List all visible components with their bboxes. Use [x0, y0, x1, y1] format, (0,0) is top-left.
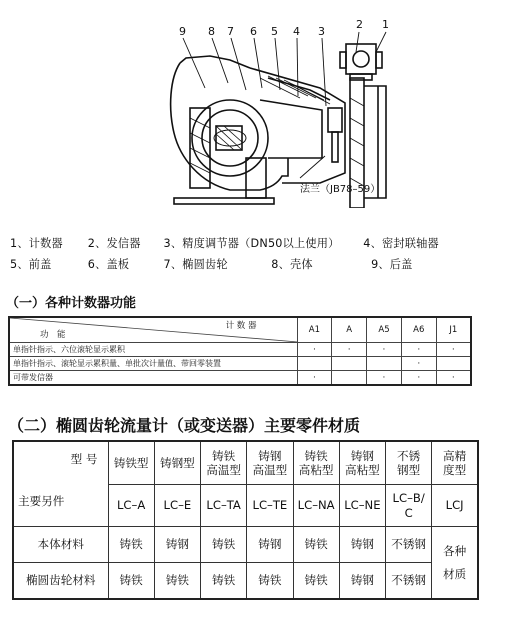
- header-function-label: 功 能: [40, 330, 66, 340]
- material-cell: 铸铁: [293, 527, 339, 563]
- material-cell: 铸铁: [108, 527, 154, 563]
- legend-item: 6、盖板: [87, 258, 130, 271]
- column-header: A6: [401, 317, 436, 343]
- model-cell: LC–TE: [247, 485, 293, 527]
- callout-2: 2: [356, 18, 363, 31]
- legend-item: 8、壳体: [271, 258, 313, 271]
- table-row: [9, 357, 471, 371]
- corner-type-label: 型 号: [70, 452, 98, 466]
- table-row: [9, 343, 471, 357]
- column-header: A5: [367, 317, 402, 343]
- gear-material-row: [13, 563, 478, 600]
- merged-material-cell: 各种 材质: [432, 527, 478, 600]
- mark-cell: ·: [436, 371, 471, 386]
- mark-cell: ·: [367, 371, 402, 386]
- legend-item: 1、计数器: [10, 237, 63, 250]
- material-cell: 铸钢: [247, 527, 293, 563]
- mark-cell: ·: [401, 343, 436, 357]
- column-header: A1: [297, 317, 332, 343]
- mark-cell: [436, 357, 471, 371]
- type-cell: 铸铁 高粘型: [293, 441, 339, 485]
- model-cell: LC–B/ C: [386, 485, 432, 527]
- mark-cell: [297, 357, 332, 371]
- mark-cell: ·: [332, 343, 367, 357]
- legend-item: 5、前盖: [10, 258, 52, 271]
- row-label: 单指针指示、滚轮显示累积量、单批次计量值、带回零装置: [9, 357, 297, 371]
- section2-title: （二）椭圆齿轮流量计（或变送器）主要零件材质: [8, 416, 361, 435]
- row-label: 可带发信器: [9, 371, 297, 386]
- function-corner-cell: [9, 317, 297, 343]
- row-label: 单指针指示、六位滚轮显示累积: [9, 343, 297, 357]
- body-material-row: [13, 527, 478, 563]
- material-cell: 铸钢: [339, 563, 385, 600]
- corner-cell: [13, 441, 108, 527]
- material-cell: 不锈钢: [386, 527, 432, 563]
- material-cell: 不锈钢: [386, 563, 432, 600]
- material-cell: 铸铁: [293, 563, 339, 600]
- callout-8: 8: [208, 25, 215, 38]
- callout-4: 4: [293, 25, 300, 38]
- type-cell: 铸钢 高粘型: [339, 441, 385, 485]
- type-cell: 铸铁型: [108, 441, 154, 485]
- section1-title: （一）各种计数器功能: [6, 296, 137, 311]
- model-cell: LC–TA: [201, 485, 247, 527]
- model-cell: LC–NE: [339, 485, 385, 527]
- material-cell: 铸铁: [247, 563, 293, 600]
- type-row: [13, 441, 478, 485]
- type-cell: 不锈 钢型: [386, 441, 432, 485]
- mark-cell: ·: [401, 357, 436, 371]
- table-row: [9, 371, 471, 386]
- legend-item: 7、椭圆齿轮: [163, 258, 228, 271]
- mark-cell: ·: [297, 343, 332, 357]
- mark-cell: ·: [297, 371, 332, 386]
- flowmeter-cross-section-drawing: [150, 8, 410, 208]
- mark-cell: ·: [401, 371, 436, 386]
- material-cell: 铸铁: [201, 563, 247, 600]
- mark-cell: ·: [367, 343, 402, 357]
- model-cell: LCJ: [432, 485, 478, 527]
- mark-cell: [367, 357, 402, 371]
- model-cell: LC–A: [108, 485, 154, 527]
- callout-5: 5: [271, 25, 278, 38]
- flange-note: 法兰（JB78–59）: [300, 184, 381, 195]
- counter-function-table: [8, 316, 472, 386]
- callout-7: 7: [227, 25, 234, 38]
- mark-cell: [332, 371, 367, 386]
- material-table: [12, 440, 479, 600]
- row-label: 本体材料: [13, 527, 108, 563]
- callout-3: 3: [318, 25, 325, 38]
- material-cell: 铸钢: [339, 527, 385, 563]
- legend-item: 3、精度调节器（DN50以上使用）: [163, 237, 340, 250]
- column-header: J1: [436, 317, 471, 343]
- model-cell: LC–E: [154, 485, 200, 527]
- material-cell: 铸钢: [154, 527, 200, 563]
- callout-6: 6: [250, 25, 257, 38]
- material-cell: 铸铁: [201, 527, 247, 563]
- model-cell: LC–NA: [293, 485, 339, 527]
- material-cell: 铸铁: [154, 563, 200, 600]
- legend-item: 9、后盖: [371, 258, 413, 271]
- column-header: A: [332, 317, 367, 343]
- legend-item: 2、发信器: [87, 237, 141, 250]
- material-cell: 铸铁: [108, 563, 154, 600]
- row-label: 椭圆齿轮材料: [13, 563, 108, 600]
- corner-parts-label: 主要另件: [18, 494, 65, 508]
- legend-line-2: [10, 256, 413, 272]
- legend-line-1: [10, 235, 439, 251]
- type-cell: 铸铁 高温型: [201, 441, 247, 485]
- mark-cell: [332, 357, 367, 371]
- header-counter-label: 计 数 器: [225, 321, 257, 331]
- callout-9: 9: [179, 25, 186, 38]
- type-cell: 铸钢 高温型: [247, 441, 293, 485]
- table-header-row: [9, 317, 471, 343]
- mark-cell: ·: [436, 343, 471, 357]
- type-cell: 高精 度型: [432, 441, 478, 485]
- legend-item: 4、密封联轴器: [363, 237, 439, 250]
- callout-1: 1: [382, 18, 389, 31]
- type-cell: 铸钢型: [154, 441, 200, 485]
